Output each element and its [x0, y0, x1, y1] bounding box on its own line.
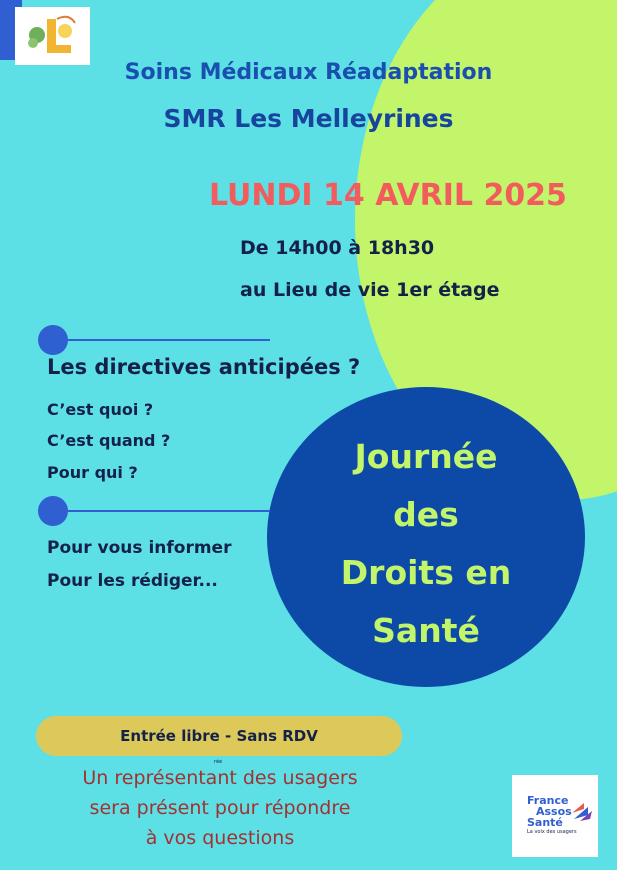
divider-line — [50, 510, 270, 512]
highlight-line: des — [393, 495, 459, 534]
representative-line: Un représentant des usagers — [82, 767, 358, 789]
institution-logo — [15, 7, 90, 65]
header-line1: Soins Médicaux Réadaptation — [124, 60, 493, 85]
topic-purpose: Pour vous informer — [47, 538, 232, 558]
representative-line: à vos questions — [145, 827, 295, 849]
event-place: au Lieu de vie 1er étage — [240, 279, 500, 301]
partner-logo-line: France — [527, 794, 569, 807]
tiny-mark: rée — [214, 759, 223, 765]
partner-logo — [512, 775, 598, 857]
event-date: LUNDI 14 AVRIL 2025 — [209, 178, 567, 213]
bullet-dot — [38, 496, 68, 526]
bullet-dot — [38, 325, 68, 355]
highlight-line: Droits en — [340, 553, 512, 592]
topic-question: Pour qui ? — [47, 463, 138, 482]
highlight-line: Journée — [354, 437, 498, 476]
topic-purpose: Pour les rédiger... — [47, 571, 218, 591]
topic-title: Les directives anticipées ? — [47, 355, 361, 379]
institution-logo-icon — [23, 11, 83, 61]
event-hours: De 14h00 à 18h30 — [240, 237, 435, 259]
partner-logo-line: Santé — [527, 816, 563, 829]
france-assos-sante-logo-icon — [570, 799, 594, 823]
topic-question: C’est quand ? — [47, 431, 171, 450]
partner-logo-line: Assos — [536, 805, 572, 818]
partner-tagline: La voix des usagers — [527, 829, 577, 835]
highlight-line: Santé — [372, 611, 480, 650]
divider-line — [50, 339, 270, 341]
representative-line: sera présent pour répondre — [89, 797, 351, 819]
topic-question: C’est quoi ? — [47, 400, 154, 419]
header-line2: SMR Les Melleyrines — [163, 104, 454, 133]
entry-label: Entrée libre - Sans RDV — [120, 727, 318, 745]
